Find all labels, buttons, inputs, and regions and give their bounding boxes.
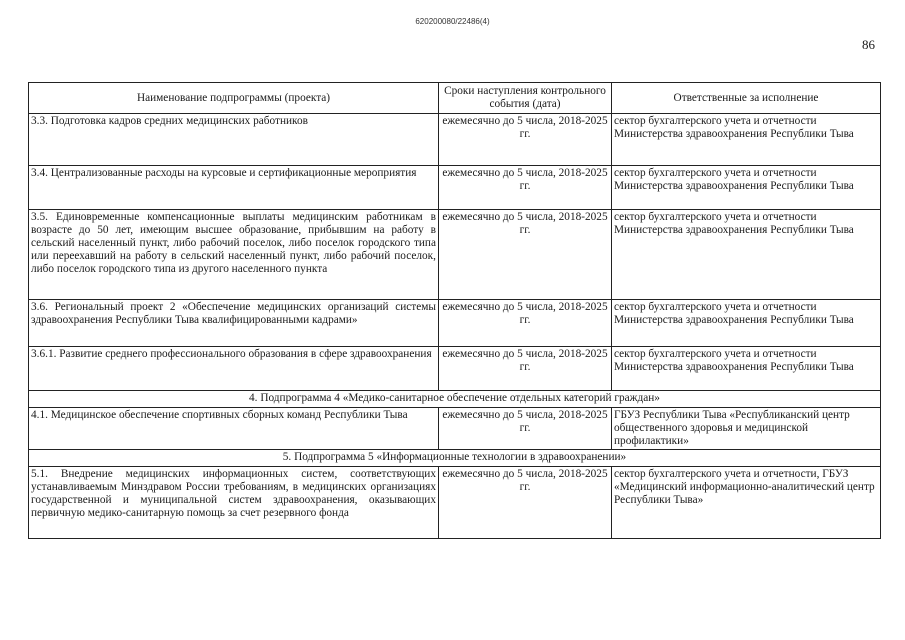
table-row: [29, 347, 881, 391]
table-row: [29, 300, 881, 347]
row-term: ежемесячно до 5 числа, 2018-2025 гг.: [439, 210, 612, 300]
row-term: ежемесячно до 5 числа, 2018-2025 гг.: [439, 408, 612, 450]
section-row: [29, 391, 881, 408]
row-name: 3.3. Подготовка кадров средних медицинских работников: [29, 114, 439, 166]
table-header-row: [29, 83, 881, 114]
row-term: ежемесячно до 5 числа, 2018-2025 гг.: [439, 300, 612, 347]
row-responsible: сектор бухгалтерского учета и отчетности Министерства здравоохранения Республики Тыва: [612, 300, 881, 347]
row-responsible: сектор бухгалтерского учета и отчетности Министерства здравоохранения Республики Тыва: [612, 166, 881, 210]
section-5-title: 5. Подпрограмма 5 «Информационные технологии в здравоохранении»: [29, 450, 881, 467]
row-responsible: сектор бухгалтерского учета и отчетности Министерства здравоохранения Республики Тыва: [612, 347, 881, 391]
row-responsible: ГБУЗ Республики Тыва «Республиканский центр общественного здоровья и медицинской профилактики»: [612, 408, 881, 450]
table-row: [29, 467, 881, 539]
section-row: [29, 450, 881, 467]
row-term: ежемесячно до 5 числа, 2018-2025 гг.: [439, 114, 612, 166]
column-header-term: Сроки наступления контрольного события (дата): [439, 83, 612, 114]
row-name: 5.1. Внедрение медицинских информационных систем, соответствующих устанавливаемым Минздравом России требованиям, в медицинских организациях государственной и муниципальной систем здравоохранения, оказывающих первичную медико-санитарную помощь за счет резервного фонда: [29, 467, 439, 539]
table-row: [29, 408, 881, 450]
row-name: 3.6. Региональный проект 2 «Обеспечение медицинских организаций системы здравоохранения Республики Тыва квалифицированными кадрами»: [29, 300, 439, 347]
row-term: ежемесячно до 5 числа, 2018-2025 гг.: [439, 467, 612, 539]
row-term: ежемесячно до 5 числа, 2018-2025 гг.: [439, 166, 612, 210]
page-number: 86: [862, 37, 875, 52]
column-header-name: Наименование подпрограммы (проекта): [29, 83, 439, 114]
row-responsible: сектор бухгалтерского учета и отчетности, ГБУЗ «Медицинский информационно-аналитический центр Республики Тыва»: [612, 467, 881, 539]
section-4-title: 4. Подпрограмма 4 «Медико-санитарное обеспечение отдельных категорий граждан»: [29, 391, 881, 408]
row-term: ежемесячно до 5 числа, 2018-2025 гг.: [439, 347, 612, 391]
document-id: 620200080/22486(4): [415, 17, 490, 26]
row-name: 3.4. Централизованные расходы на курсовые и сертификационные мероприятия: [29, 166, 439, 210]
table-row: [29, 210, 881, 300]
row-responsible: сектор бухгалтерского учета и отчетности Министерства здравоохранения Республики Тыва: [612, 210, 881, 300]
events-table: [28, 82, 881, 539]
column-header-responsible: Ответственные за исполнение: [612, 83, 881, 114]
table-row: [29, 166, 881, 210]
row-name: 3.5. Единовременные компенсационные выплаты медицинским работникам в возрасте до 50 лет, имеющим высшее образование, прибывшим на работу в сельский населенный пункт, либо рабочий поселок, либо поселок городского типа или переехавший на работу в сельский населенный пункт, либо рабочий поселок, либо поселок городского типа из другого населенного пункта: [29, 210, 439, 300]
row-name: 4.1. Медицинское обеспечение спортивных сборных команд Республики Тыва: [29, 408, 439, 450]
row-name: 3.6.1. Развитие среднего профессионального образования в сфере здравоохранения: [29, 347, 439, 391]
table-row: [29, 114, 881, 166]
row-responsible: сектор бухгалтерского учета и отчетности Министерства здравоохранения Республики Тыва: [612, 114, 881, 166]
